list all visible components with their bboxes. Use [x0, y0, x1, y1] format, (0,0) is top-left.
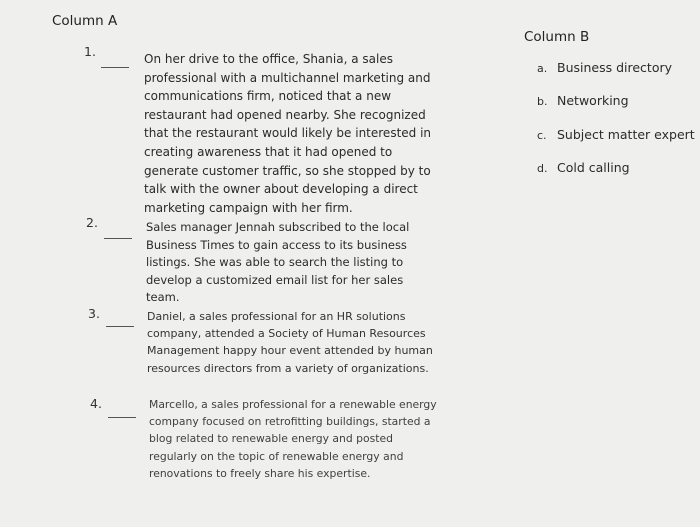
question-2-text: Sales manager Jennah subscribed to the local Business Times to gain access to its business listings. She was able to search the listing to develop a customized email list for her sales team.	[146, 220, 410, 305]
question-3-number: 3.	[88, 306, 100, 321]
question-3-answer-blank[interactable]	[106, 326, 134, 327]
option-c	[537, 127, 695, 142]
question-4-answer-blank[interactable]	[108, 417, 136, 418]
option-d-letter: d.	[537, 162, 548, 175]
question-1-text: On her drive to the office, Shania, a sales professional with a multichannel marketing and communications firm, noticed that a new restaurant had opened nearby. She recognized that the restaurant would likely be interested in creating awareness that it had opened to generate customer traffic, so she stopped by to talk with the owner about developing a direct marketing campaign with her firm.	[144, 52, 432, 215]
option-b-label: Networking	[557, 93, 629, 108]
question-1-number: 1.	[84, 44, 96, 59]
option-a-letter: a.	[537, 62, 548, 75]
option-c-label: Subject matter expert	[557, 127, 695, 142]
question-2-number: 2.	[86, 215, 98, 230]
question-2-answer-blank[interactable]	[104, 238, 132, 239]
option-a	[537, 60, 672, 75]
question-4-number: 4.	[90, 396, 102, 411]
option-b-letter: b.	[537, 95, 548, 108]
column-a-title: Column A	[52, 13, 118, 29]
question-3-text: Daniel, a sales professional for an HR solutions company, attended a Society of Human Resources Management happy hour event attended by human resources directors from a variety of organizations.	[147, 310, 433, 375]
question-4-text: Marcello, a sales professional for a renewable energy company focused on retrofitting buildings, started a blog related to renewable energy and posted regularly on the topic of renewable energy and renovations to freely share his expertise.	[149, 398, 437, 480]
column-b-title: Column B	[524, 29, 590, 45]
option-a-label: Business directory	[557, 60, 673, 75]
option-d-label: Cold calling	[557, 160, 630, 175]
question-1-answer-blank[interactable]	[101, 67, 129, 68]
option-c-letter: c.	[537, 129, 547, 142]
option-b	[537, 93, 629, 108]
option-d	[537, 160, 630, 175]
